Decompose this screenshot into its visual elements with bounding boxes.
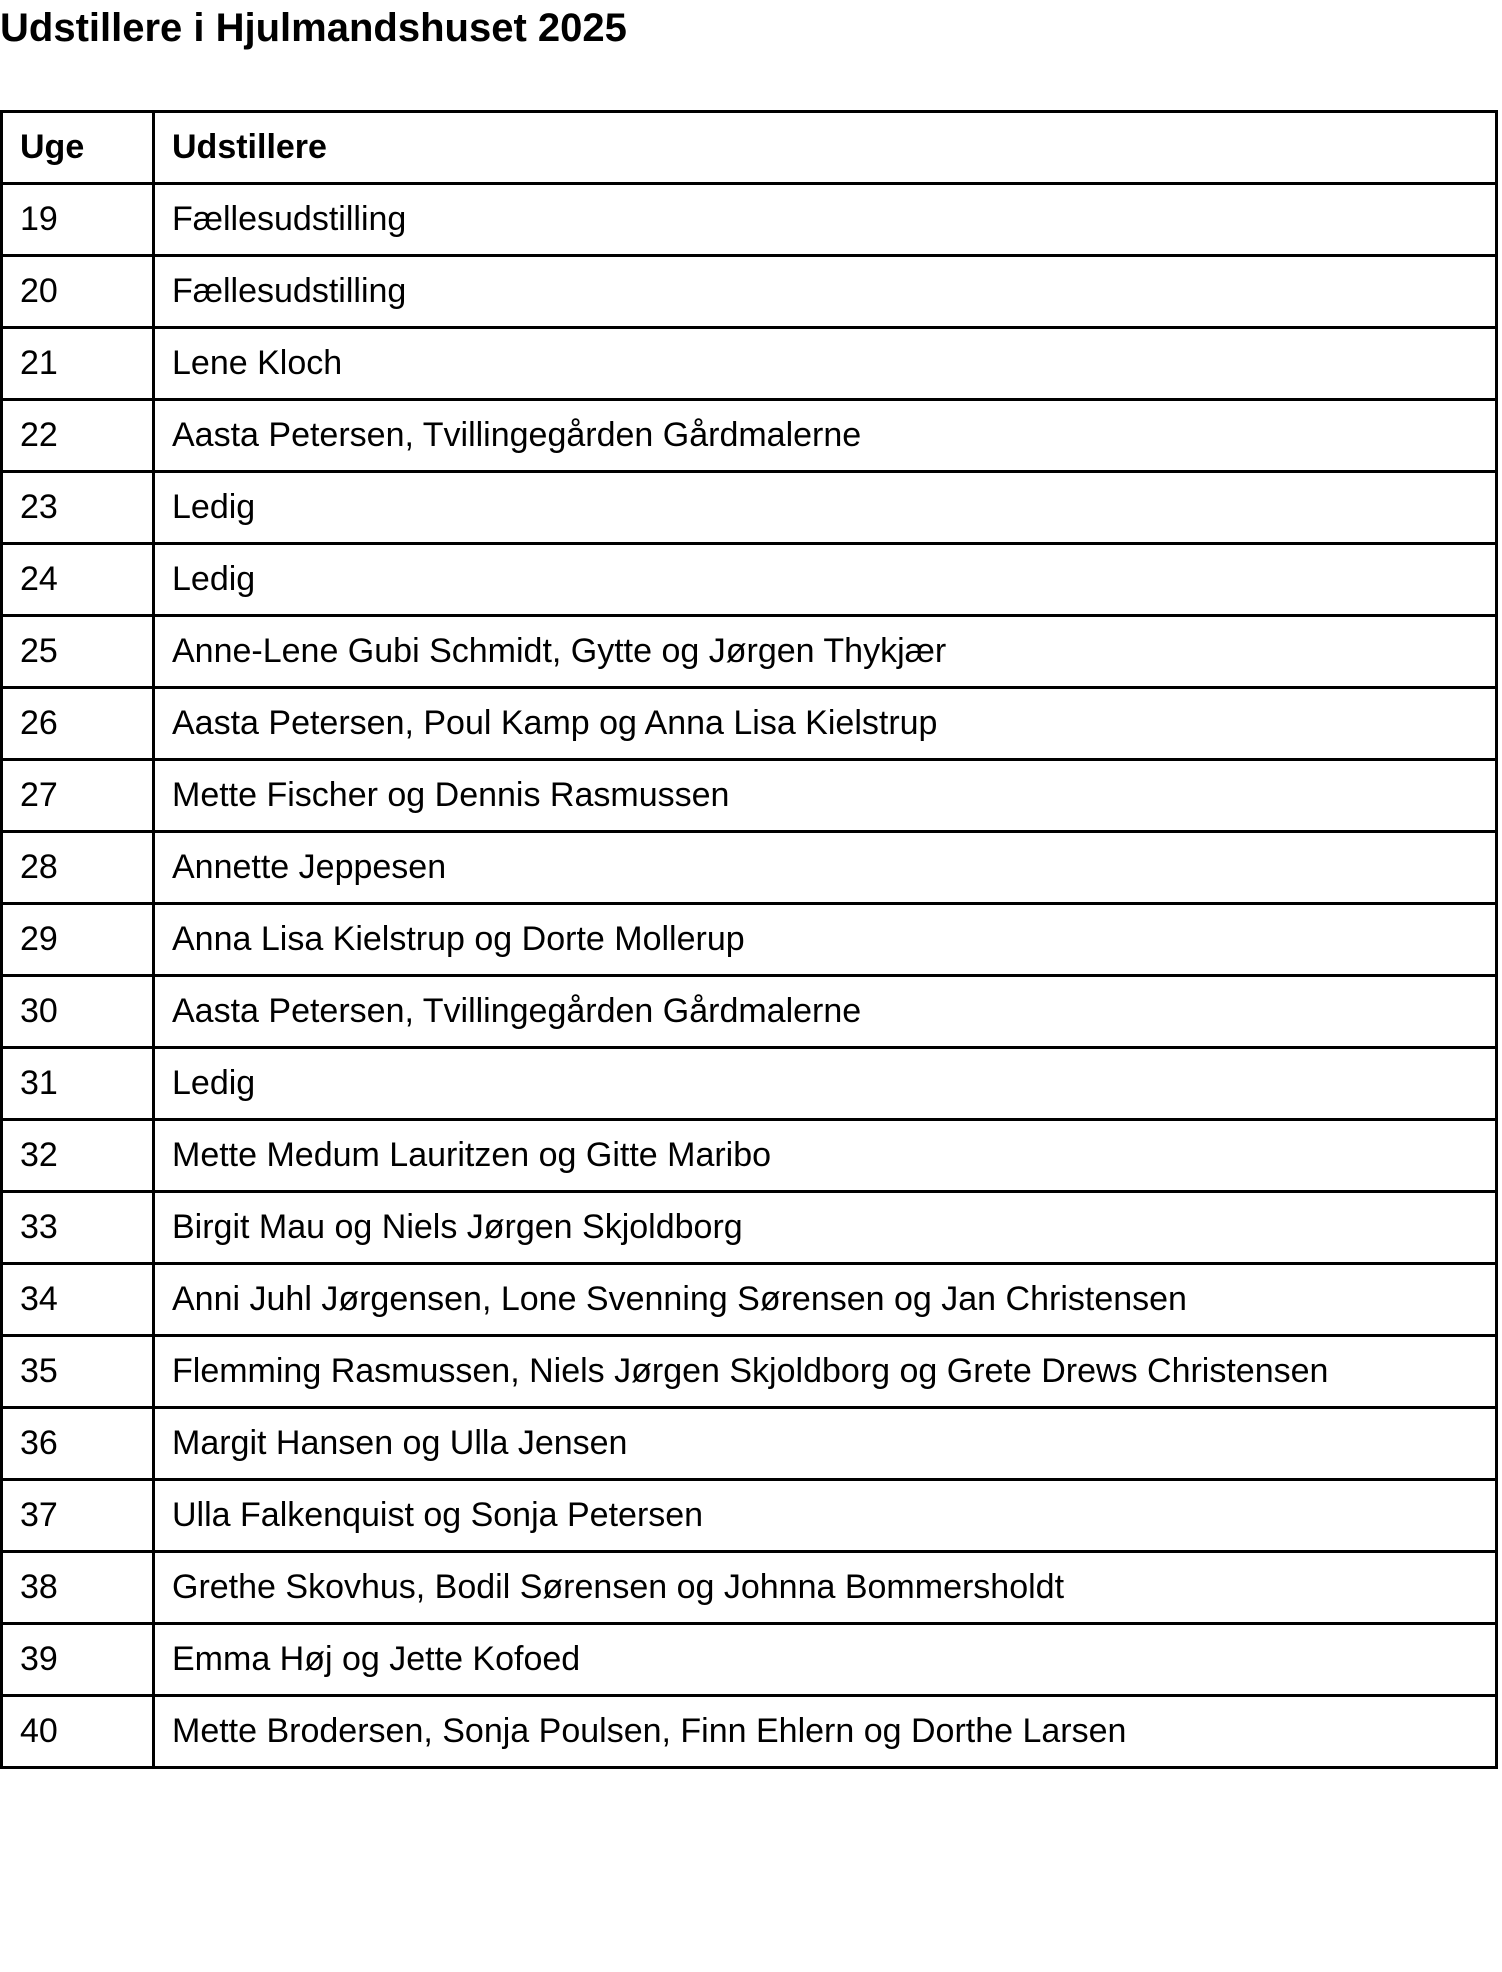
week-cell: 20 [2,256,154,328]
exhibitors-cell: Fællesudstilling [154,184,1497,256]
exhibitors-cell: Ledig [154,544,1497,616]
exhibitors-cell: Ulla Falkenquist og Sonja Petersen [154,1480,1497,1552]
table-row [2,544,1497,616]
week-cell: 31 [2,1048,154,1120]
table-header-row [2,112,1497,184]
column-header-exhibitors: Udstillere [154,112,1497,184]
week-cell: 25 [2,616,154,688]
exhibitors-cell: Anna Lisa Kielstrup og Dorte Mollerup [154,904,1497,976]
exhibitors-cell: Margit Hansen og Ulla Jensen [154,1408,1497,1480]
week-cell: 26 [2,688,154,760]
exhibitor-schedule-table [0,110,1498,1769]
table-row [2,688,1497,760]
exhibitors-cell: Grethe Skovhus, Bodil Sørensen og Johnna Bommersholdt [154,1552,1497,1624]
table-row [2,832,1497,904]
page-title: Udstillere i Hjulmandshuset 2025 [0,6,627,50]
table-row [2,1696,1497,1768]
table-row [2,1264,1497,1336]
week-cell: 40 [2,1696,154,1768]
table-row [2,400,1497,472]
exhibitors-cell: Emma Høj og Jette Kofoed [154,1624,1497,1696]
exhibitors-cell: Mette Medum Lauritzen og Gitte Maribo [154,1120,1497,1192]
table-row [2,256,1497,328]
week-cell: 33 [2,1192,154,1264]
table-row [2,472,1497,544]
exhibitors-cell: Anni Juhl Jørgensen, Lone Svenning Sørensen og Jan Christensen [154,1264,1497,1336]
exhibitors-cell: Annette Jeppesen [154,832,1497,904]
week-cell: 38 [2,1552,154,1624]
table-row [2,760,1497,832]
week-cell: 34 [2,1264,154,1336]
exhibitors-cell: Mette Brodersen, Sonja Poulsen, Finn Ehlern og Dorthe Larsen [154,1696,1497,1768]
exhibitors-cell: Ledig [154,472,1497,544]
week-cell: 19 [2,184,154,256]
column-header-week: Uge [2,112,154,184]
week-cell: 21 [2,328,154,400]
table-row [2,1408,1497,1480]
week-cell: 23 [2,472,154,544]
exhibitors-cell: Fællesudstilling [154,256,1497,328]
table-row [2,184,1497,256]
table-row [2,1192,1497,1264]
exhibitors-cell: Aasta Petersen, Poul Kamp og Anna Lisa Kielstrup [154,688,1497,760]
week-cell: 27 [2,760,154,832]
week-cell: 28 [2,832,154,904]
table-row [2,328,1497,400]
table-row [2,1480,1497,1552]
exhibitors-cell: Flemming Rasmussen, Niels Jørgen Skjoldborg og Grete Drews Christensen [154,1336,1497,1408]
table-row [2,1120,1497,1192]
table-body [2,184,1497,1768]
exhibitors-cell: Ledig [154,1048,1497,1120]
table-row [2,976,1497,1048]
week-cell: 37 [2,1480,154,1552]
table-row [2,904,1497,976]
exhibitors-cell: Aasta Petersen, Tvillingegården Gårdmalerne [154,976,1497,1048]
week-cell: 24 [2,544,154,616]
exhibitors-cell: Birgit Mau og Niels Jørgen Skjoldborg [154,1192,1497,1264]
exhibitors-cell: Lene Kloch [154,328,1497,400]
table-row [2,1336,1497,1408]
week-cell: 39 [2,1624,154,1696]
week-cell: 22 [2,400,154,472]
week-cell: 29 [2,904,154,976]
week-cell: 30 [2,976,154,1048]
table-row [2,1048,1497,1120]
week-cell: 35 [2,1336,154,1408]
exhibitors-cell: Anne-Lene Gubi Schmidt, Gytte og Jørgen Thykjær [154,616,1497,688]
table-row [2,1552,1497,1624]
exhibitors-cell: Aasta Petersen, Tvillingegården Gårdmalerne [154,400,1497,472]
exhibitors-cell: Mette Fischer og Dennis Rasmussen [154,760,1497,832]
table-row [2,616,1497,688]
week-cell: 36 [2,1408,154,1480]
table-row [2,1624,1497,1696]
week-cell: 32 [2,1120,154,1192]
